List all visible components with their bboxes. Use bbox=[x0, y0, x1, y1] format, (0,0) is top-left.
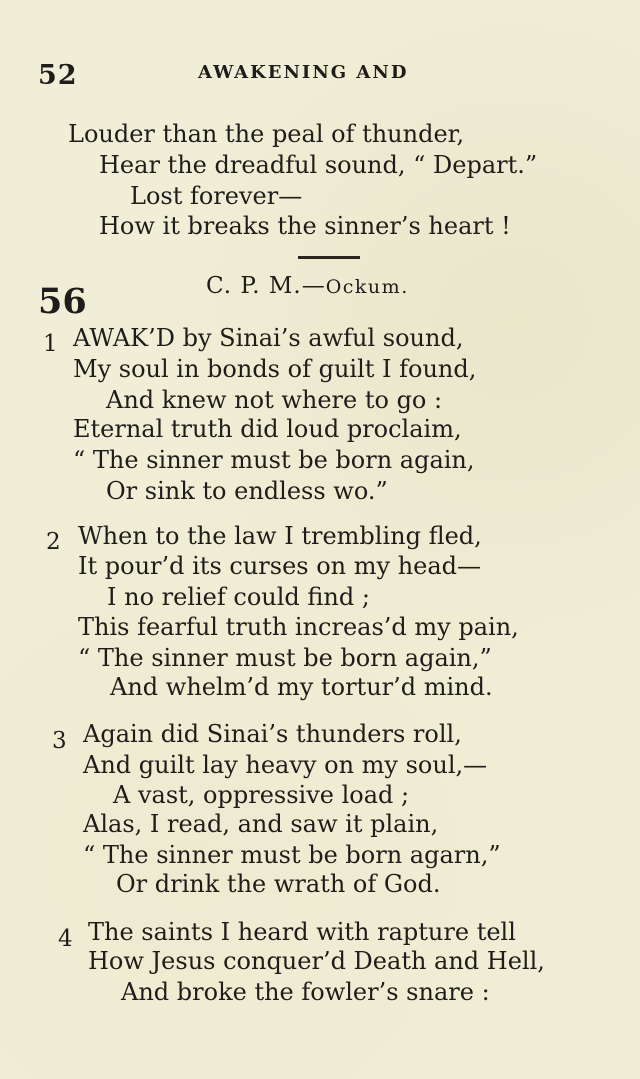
verse-line: And guilt lay heavy on my soul,— bbox=[83, 751, 488, 779]
continuation-line: Hear the dreadful sound, “ Depart.” bbox=[99, 151, 538, 179]
continuation-line: Lost forever— bbox=[130, 182, 303, 210]
verse-line: “ The sinner must be born again, bbox=[73, 446, 475, 474]
verse-line: It pour’d its curses on my head— bbox=[78, 552, 482, 580]
continuation-line: Louder than the peal of thunder, bbox=[68, 120, 465, 148]
verse-number: 3 bbox=[52, 728, 67, 754]
verse-line: When to the law I trembling fled, bbox=[78, 522, 482, 550]
verse-line: A vast, oppressive load ; bbox=[113, 781, 410, 809]
meter-label: C. P. M.— bbox=[206, 273, 326, 299]
verse-number: 1 bbox=[43, 331, 58, 357]
hymn-number: 56 bbox=[38, 281, 87, 322]
verse-line: My soul in bonds of guilt I found, bbox=[73, 355, 477, 383]
verse-line: And broke the fowler’s snare : bbox=[121, 978, 490, 1006]
running-title: AWAKENING AND bbox=[198, 62, 409, 83]
verse-line: And whelm’d my tortur’d mind. bbox=[110, 673, 493, 701]
tune-name: Ockum. bbox=[325, 276, 409, 298]
verse-line: How Jesus conquer’d Death and Hell, bbox=[88, 947, 545, 975]
continuation-line: How it breaks the sinner’s heart ! bbox=[99, 212, 511, 240]
verse-line: AWAK’D by Sinai’s awful sound, bbox=[73, 324, 464, 352]
verse-number: 2 bbox=[46, 529, 61, 555]
verse-line: “ The sinner must be born again,” bbox=[78, 644, 492, 672]
verse-line: This fearful truth increas’d my pain, bbox=[78, 613, 519, 641]
verse-line: The saints I heard with rapture tell bbox=[88, 918, 516, 946]
verse-line: Eternal truth did loud proclaim, bbox=[73, 415, 462, 443]
verse-line: Alas, I read, and saw it plain, bbox=[83, 810, 439, 838]
verse-line: Again did Sinai’s thunders roll, bbox=[83, 720, 462, 748]
verse-line: Or drink the wrath of God. bbox=[116, 870, 441, 898]
verse-line: “ The sinner must be born agarn,” bbox=[83, 841, 501, 869]
verse-line: I no relief could find ; bbox=[107, 583, 370, 611]
page-number: 52 bbox=[38, 60, 78, 91]
verse-line: Or sink to endless wo.” bbox=[106, 477, 388, 505]
verse-number: 4 bbox=[58, 926, 73, 952]
section-divider bbox=[298, 256, 360, 259]
hymn-meter bbox=[206, 273, 409, 299]
verse-line: And knew not where to go : bbox=[106, 386, 443, 414]
